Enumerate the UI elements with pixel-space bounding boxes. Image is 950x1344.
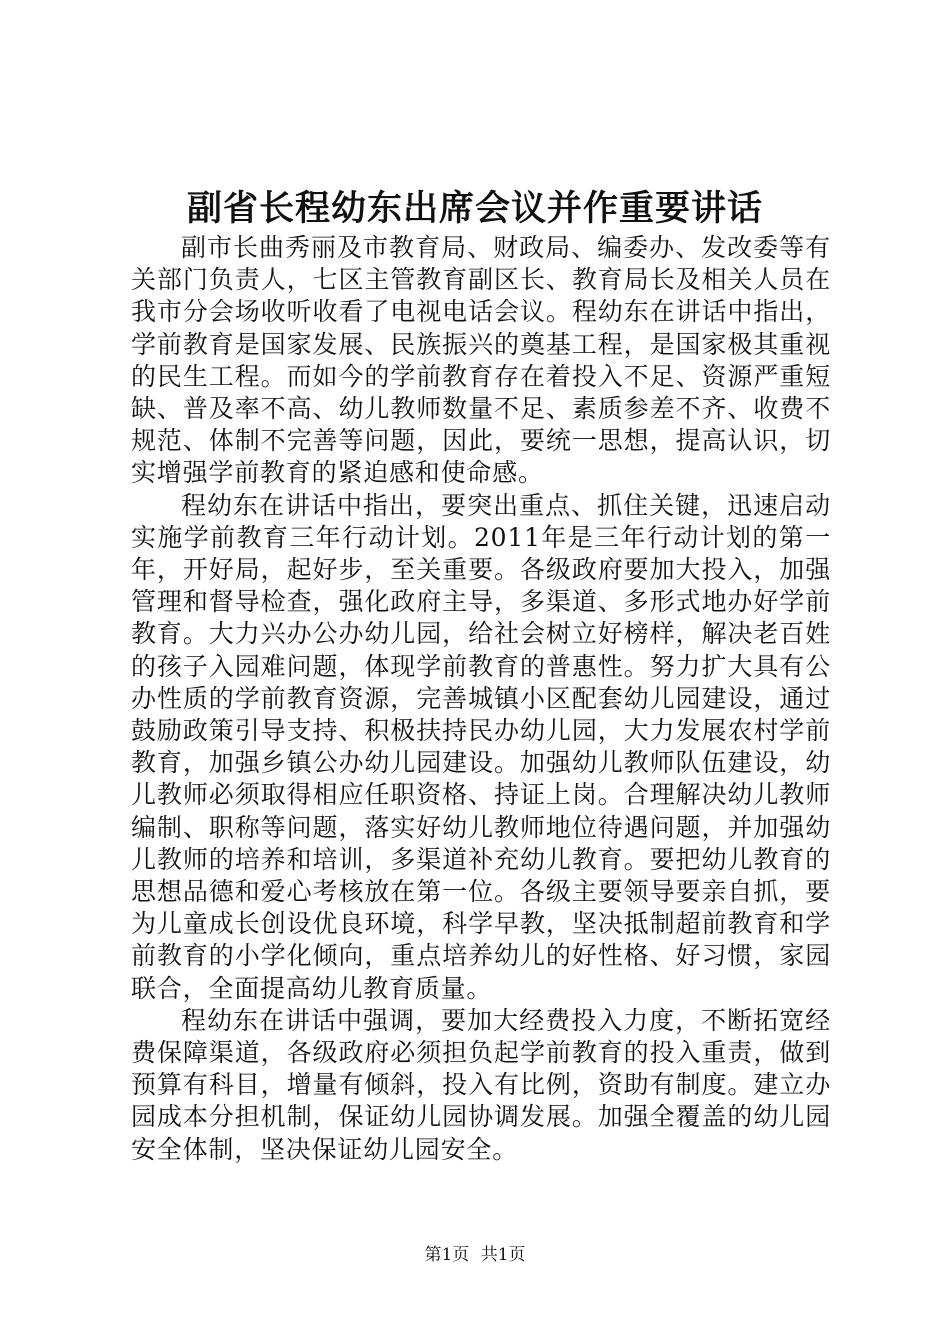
paragraph-3: 程幼东在讲话中强调，要加大经费投入力度，不断拓宽经费保障渠道，各级政府必须担负起学前教育的投入重责，做到预算有科目，增量有倾斜，投入有比例，资助有制度。建立办园成本分担机制，保证幼儿园协调发展。加强全覆盖的幼儿园安全体制，坚决保证幼儿园安全。 <box>131 1005 831 1164</box>
document-body <box>131 232 831 1166</box>
page-number-current: 第1页 <box>424 1245 470 1265</box>
paragraph-1: 副市长曲秀丽及市教育局、财政局、编委办、发改委等有关部门负责人，七区主管教育副区长、教育局长及相关人员在我市分会场收听收看了电视电话会议。程幼东在讲话中指出，学前教育是国家发展、民族振兴的奠基工程，是国家极其重视的民生工程。而如今的学前教育存在着投入不足、资源严重短缺、普及率不高、幼儿教师数量不足、素质参差不齐、收费不规范、体制不完善等问题，因此，要统一思想，提高认识，切实增强学前教育的紧迫感和使命感。 <box>131 233 831 488</box>
page-footer <box>0 1242 950 1268</box>
document-title: 副省长程幼东出席会议并作重要讲话 <box>186 188 763 229</box>
paragraph-2: 程幼东在讲话中指出，要突出重点、抓住关键，迅速启动实施学前教育三年行动计划。2011年是三年行动计划的第一年，开好局，起好步，至关重要。各级政府要加大投入，加强管理和督导检查，强化政府主导，多渠道、多形式地办好学前教育。大力兴办公办幼儿园，给社会树立好榜样，解决老百姓的孩子入园难问题，体现学前教育的普惠性。努力扩大具有公办性质的学前教育资源，完善城镇小区配套幼儿园建设，通过鼓励政策引导支持、积极扶持民办幼儿园，大力发展农村学前教育，加强乡镇公办幼儿园建设。加强幼儿教师队伍建设，幼儿教师必须取得相应任职资格、持证上岗。合理解决幼儿教师编制、职称等问题，落实好幼儿教师地位待遇问题，并加强幼儿教师的培养和培训，多渠道补充幼儿教育。要把幼儿教育的思想品德和爱心考核放在第一位。各级主要领导要亲自抓，要为儿童成长创设优良环境，科学早教，坚决抵制超前教育和学前教育的小学化倾向，重点培养幼儿的好性格、好习惯，家园联合，全面提高幼儿教育质量。 <box>131 490 831 1003</box>
page-number-total: 共1页 <box>480 1245 526 1265</box>
